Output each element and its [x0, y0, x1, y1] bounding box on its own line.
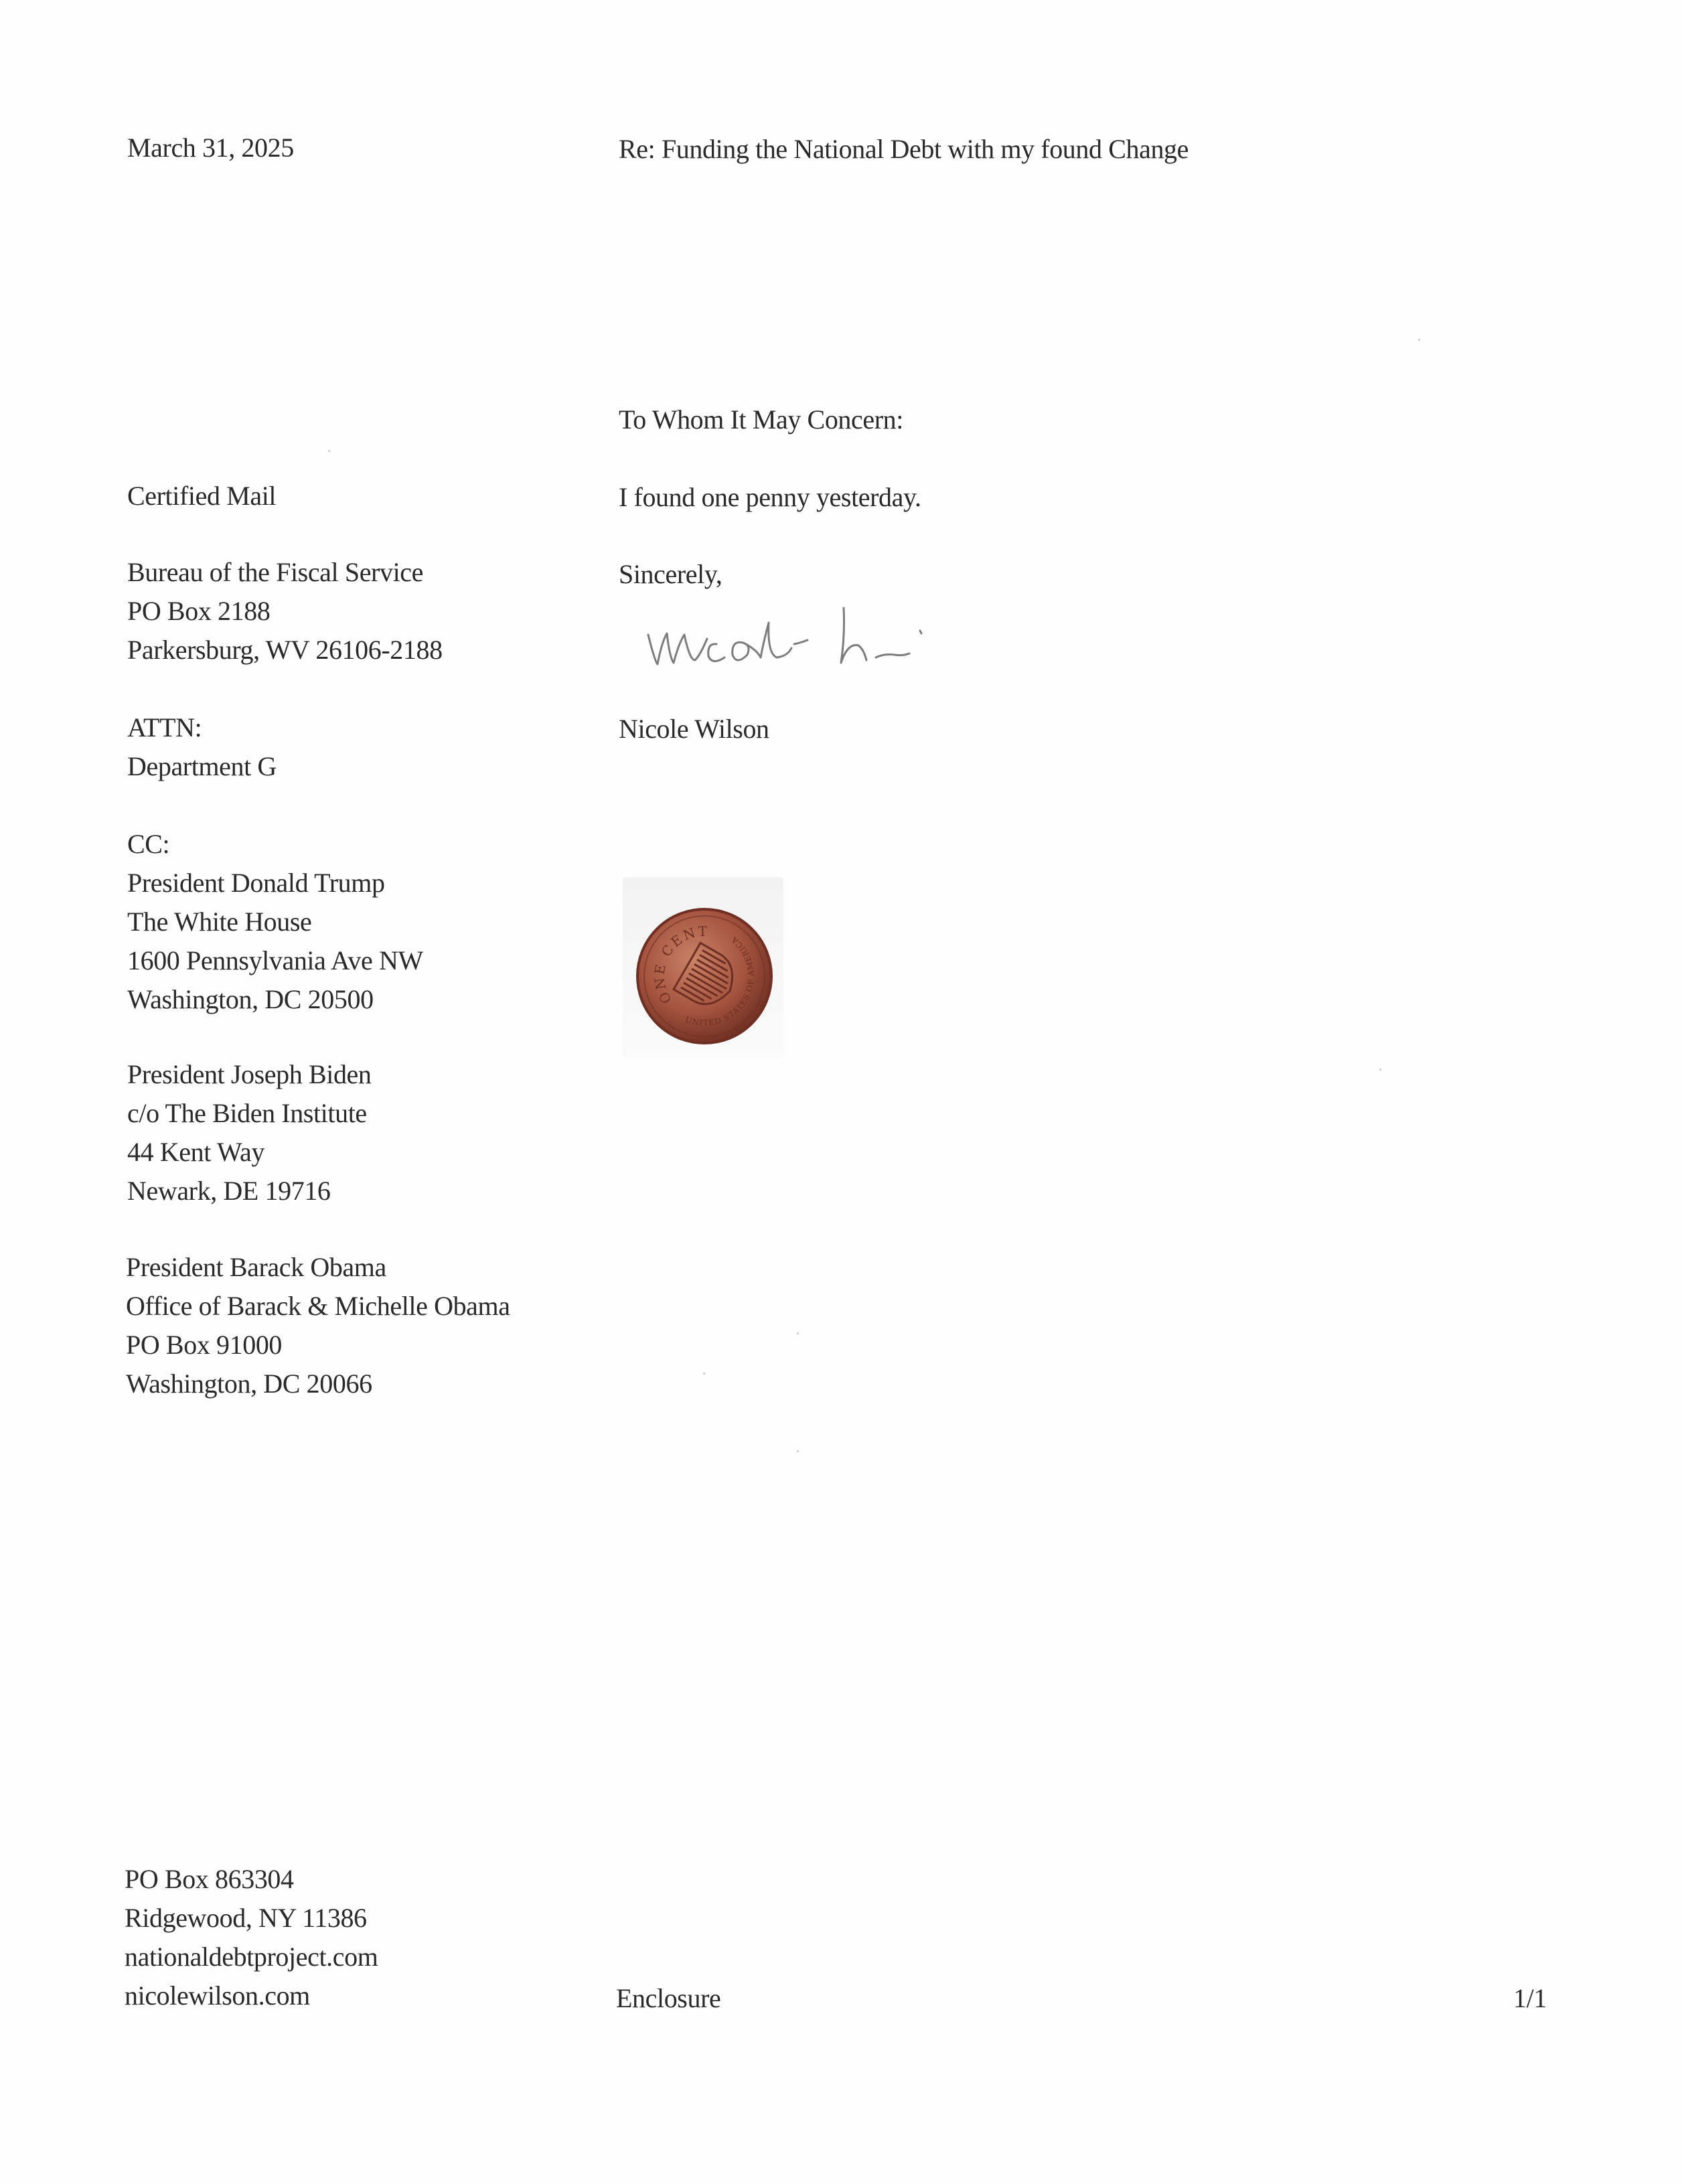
cc-line: Washington, DC 20500: [127, 984, 374, 1014]
cc-recipient-biden: [127, 1055, 372, 1211]
enclosure-note: Enclosure: [616, 1983, 721, 2013]
sender-address: [125, 1860, 378, 2015]
attn-label: ATTN:: [127, 712, 202, 743]
recipient-address: [127, 553, 443, 670]
address-line: Bureau of the Fiscal Service: [127, 557, 423, 587]
penny-enclosure: [623, 877, 783, 1058]
scan-speck: [1418, 339, 1420, 341]
sender-line: PO Box 863304: [125, 1864, 294, 1894]
cc-line: Washington, DC 20066: [126, 1369, 372, 1399]
cc-label: CC:: [127, 829, 170, 859]
address-line: Parkersburg, WV 26106-2188: [127, 635, 443, 665]
attn-department: Department G: [127, 751, 277, 781]
penny-coin: [623, 877, 783, 1058]
scan-speck: [328, 450, 330, 452]
salutation: To Whom It May Concern:: [619, 404, 903, 435]
cc-line: Newark, DE 19716: [127, 1176, 331, 1206]
svg-text:UNITED STATES OF AMERICA: UNITED STATES OF AMERICA: [684, 935, 757, 1028]
closing: Sincerely,: [619, 559, 722, 589]
address-line: PO Box 2188: [127, 596, 271, 626]
svg-text:ONE CENT: ONE CENT: [651, 923, 710, 1007]
cc-line: President Barack Obama: [126, 1252, 386, 1282]
scan-speck: [797, 1450, 799, 1452]
signer-name: Nicole Wilson: [619, 714, 769, 744]
cc-line: President Donald Trump: [127, 868, 385, 898]
mail-type: Certified Mail: [127, 481, 277, 511]
cc-line: President Joseph Biden: [127, 1059, 372, 1089]
cc-line: c/o The Biden Institute: [127, 1098, 367, 1128]
cc-block: [127, 825, 423, 1019]
scan-speck: [1379, 1069, 1381, 1071]
cc-line: 44 Kent Way: [127, 1137, 264, 1167]
sender-website-personal: nicolewilson.com: [125, 1980, 310, 2011]
cc-line: The White House: [127, 907, 312, 937]
letter-date: March 31, 2025: [127, 133, 294, 163]
sender-website-project: nationaldebtproject.com: [125, 1942, 378, 1972]
cc-recipient-obama: [126, 1248, 510, 1403]
scan-speck: [703, 1373, 705, 1375]
letter-body: I found one penny yesterday.: [619, 482, 921, 512]
page-number: 1/1: [1513, 1983, 1547, 2013]
cc-line: Office of Barack & Michelle Obama: [126, 1291, 510, 1321]
cc-line: PO Box 91000: [126, 1330, 283, 1360]
letter-subject: Re: Funding the National Debt with my found Change: [619, 134, 1189, 164]
signature-image: [643, 596, 964, 683]
attn-block: [127, 708, 277, 786]
cc-line: 1600 Pennsylvania Ave NW: [127, 945, 423, 976]
scan-speck: [797, 1332, 799, 1334]
sender-line: Ridgewood, NY 11386: [125, 1903, 367, 1933]
